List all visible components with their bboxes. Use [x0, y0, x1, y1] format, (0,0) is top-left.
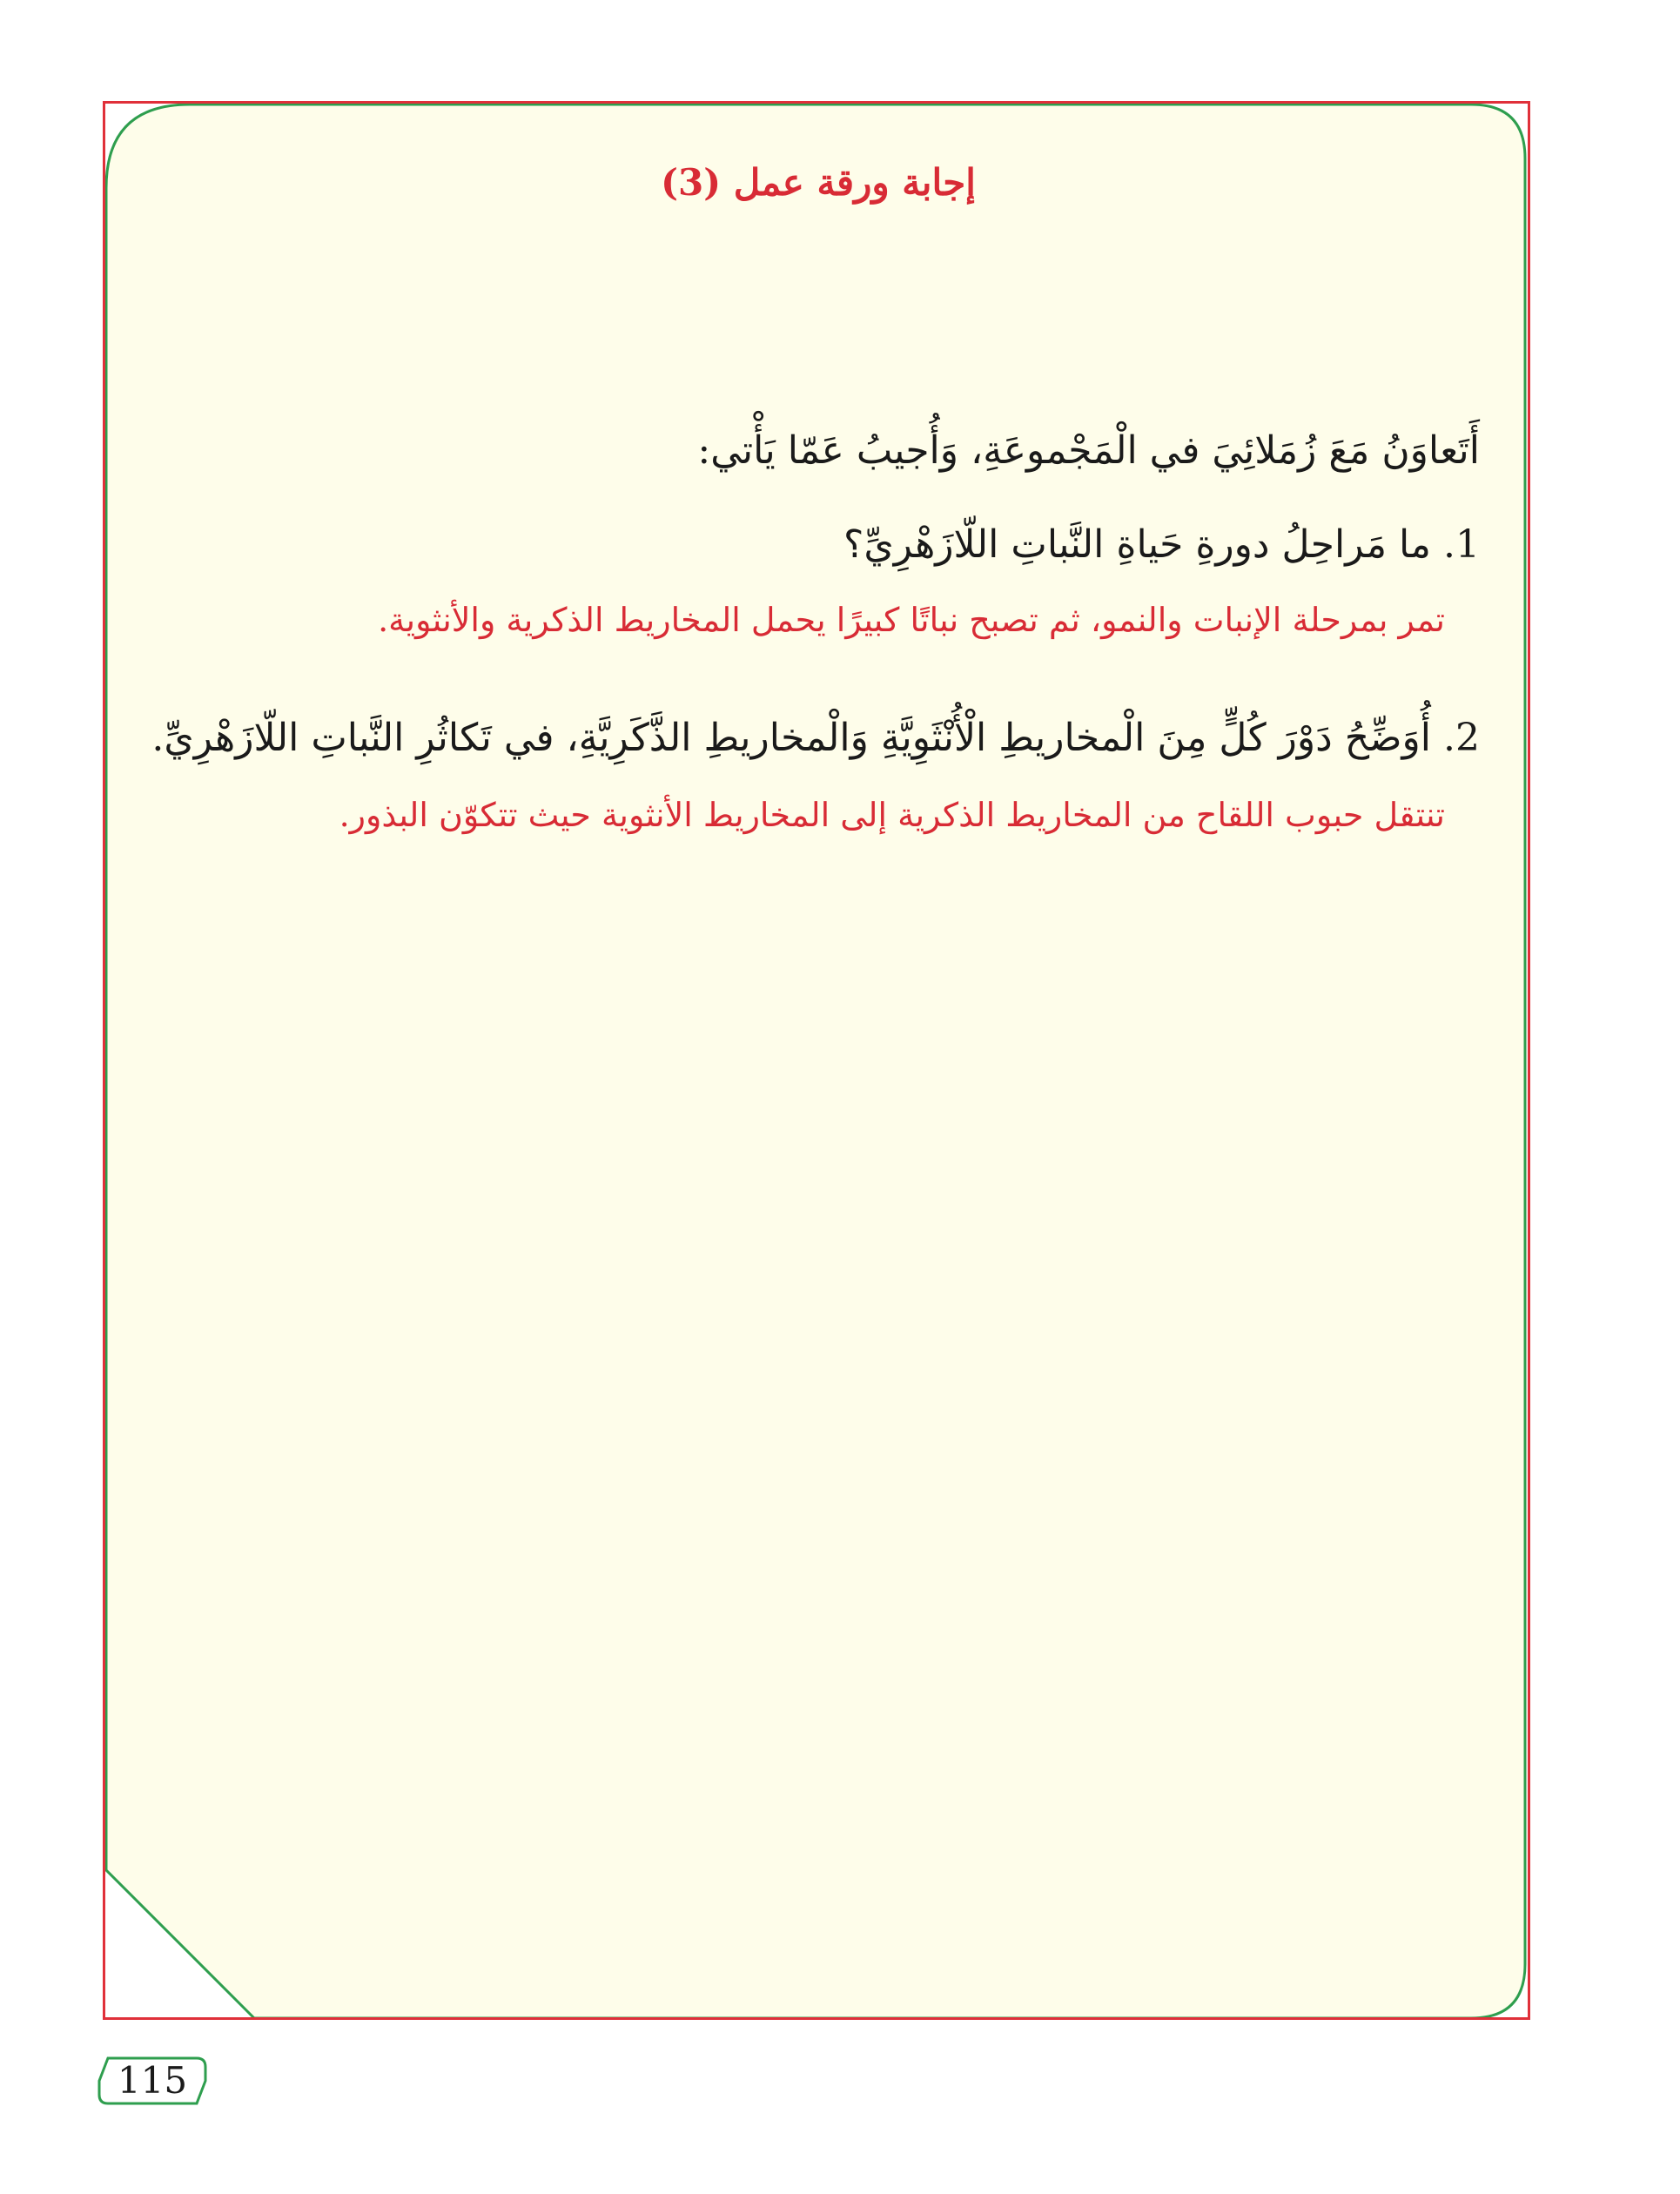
- question-2-number: 2.: [1443, 716, 1480, 760]
- instruction-text: أَتَعاوَنُ مَعَ زُمَلائِيَ في الْمَجْموعَةِ، وَأُجيبُ عَمّا يَأْتي:: [697, 428, 1480, 473]
- page-number: 115: [117, 2059, 188, 2102]
- question-1-number: 1.: [1443, 522, 1480, 567]
- page-frame: [103, 101, 1530, 2020]
- question-2: [151, 703, 1480, 773]
- worksheet-title: إجابة ورقة عمل (3): [661, 161, 976, 204]
- answer-1: تمر بمرحلة الإنبات والنمو، ثم تصبح نباتًا كبيرًا يحمل المخاريط الذكرية والأنثوية.: [378, 601, 1445, 639]
- question-1: [843, 510, 1480, 580]
- question-1-text: ما مَراحِلُ دورةِ حَياةِ النَّباتِ اللّازَهْرِيِّ؟: [843, 522, 1431, 567]
- page-number-badge: [97, 2056, 207, 2105]
- question-2-text: أُوَضِّحُ دَوْرَ كُلٍّ مِنَ الْمخاريطِ الْأُنْثَوِيَّةِ وَالْمخاريطِ الذَّكَرِيَّةِ، في تَكاثُرِ النَّباتِ اللّازَهْرِيِّ.: [151, 716, 1431, 760]
- answer-2: تنتقل حبوب اللقاح من المخاريط الذكرية إلى المخاريط الأنثوية حيث تتكوّن البذور.: [339, 796, 1445, 834]
